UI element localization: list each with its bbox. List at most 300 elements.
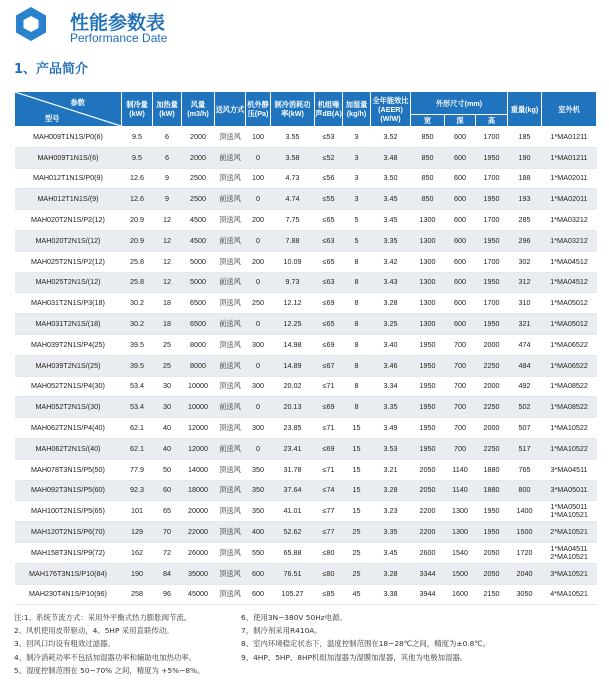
cell-d: 700: [445, 334, 476, 355]
cell-weight: 302: [508, 251, 542, 272]
cell-esp: 0: [246, 147, 271, 168]
cell-cool: 12.6: [122, 189, 153, 210]
note-line: 9、4HP、5HP、8HP机组加湿器为湿膜加湿器，其他为电极加湿器。: [241, 652, 468, 662]
cell-aeer: 3.40: [371, 334, 411, 355]
cell-air: 10000: [182, 397, 215, 418]
cell-model: MAH158T3N1S/P9(72): [15, 542, 122, 563]
cell-heat: 12: [153, 272, 182, 293]
cell-w: 3344: [411, 563, 445, 584]
cell-air: 6500: [182, 293, 215, 314]
cell-model: MAH025T2N1S/P2(12): [15, 251, 122, 272]
cell-outdoor: [542, 293, 597, 314]
cell-w: 2050: [411, 459, 445, 480]
cell-w: 2050: [411, 480, 445, 501]
cell-air: 12000: [182, 438, 215, 459]
cell-d: 600: [445, 127, 476, 148]
cell-model: MAH176T3N1S/P10(84): [15, 563, 122, 584]
cell-noise: ≤65: [315, 314, 343, 335]
cell-air: 8000: [182, 334, 215, 355]
cell-air: 10000: [182, 376, 215, 397]
cell-heat: 18: [153, 314, 182, 335]
cell-noise: ≤77: [315, 522, 343, 543]
cell-h: 1950: [476, 147, 508, 168]
header-cooling: 制冷量(kW): [122, 92, 153, 127]
notes-right: [241, 611, 601, 664]
cell-supply: 顶送风: [215, 293, 246, 314]
cell-esp: 0: [246, 397, 271, 418]
cell-w: 850: [411, 127, 445, 148]
cell-d: 700: [445, 418, 476, 439]
cell-w: 1300: [411, 314, 445, 335]
cell-air: 12000: [182, 418, 215, 439]
cell-aeer: 3.48: [371, 147, 411, 168]
cell-supply: 顶送风: [215, 542, 246, 563]
cell-h: 1950: [476, 189, 508, 210]
cell-air: 8000: [182, 355, 215, 376]
cell-noise: ≤67: [315, 355, 343, 376]
cell-esp: 300: [246, 376, 271, 397]
cell-h: 1950: [476, 501, 508, 522]
cell-d: 600: [445, 230, 476, 251]
cell-humid: 8: [343, 334, 371, 355]
cell-supply: 前送风: [215, 355, 246, 376]
cell-humid: 5: [343, 210, 371, 231]
cell-model: MAH009T1N1S/(6): [15, 147, 122, 168]
cell-w: 1300: [411, 251, 445, 272]
cell-d: 600: [445, 189, 476, 210]
cell-esp: 250: [246, 293, 271, 314]
cell-d: 600: [445, 314, 476, 335]
cell-model: MAH052T2N1S/(30): [15, 397, 122, 418]
cell-esp: 100: [246, 127, 271, 148]
cell-aeer: 3.43: [371, 272, 411, 293]
cell-cool: 190: [122, 563, 153, 584]
cell-aeer: 3.28: [371, 563, 411, 584]
cell-aeer: 3.35: [371, 522, 411, 543]
cell-outdoor: [542, 272, 597, 293]
header-height: 高: [476, 115, 508, 127]
outdoor-unit-value: 1*MA02011: [550, 173, 588, 183]
cell-aeer: 3.42: [371, 251, 411, 272]
cell-aeer: 3.25: [371, 314, 411, 335]
cell-h: 1950: [476, 314, 508, 335]
cell-h: 2000: [476, 334, 508, 355]
cell-supply: 顶送风: [215, 522, 246, 543]
cell-power: 37.64: [271, 480, 315, 501]
header-depth: 深: [445, 115, 476, 127]
table-row: [15, 501, 597, 522]
cell-model: MAH062T2N1S/(40): [15, 438, 122, 459]
cell-air: 6500: [182, 314, 215, 335]
cell-humid: 8: [343, 272, 371, 293]
cell-air: 18000: [182, 480, 215, 501]
outdoor-unit-value: 1*MA03212: [550, 215, 588, 225]
table-body: [15, 127, 597, 605]
cell-supply: 顶送风: [215, 168, 246, 189]
cell-humid: 8: [343, 355, 371, 376]
cell-h: 2150: [476, 584, 508, 605]
table-row: [15, 459, 597, 480]
cell-aeer: 3.46: [371, 355, 411, 376]
cell-cool: 62.1: [122, 418, 153, 439]
cell-aeer: 3.50: [371, 168, 411, 189]
outdoor-unit-value: 1*MA08522: [550, 381, 588, 391]
cell-cool: 129: [122, 522, 153, 543]
cell-esp: 600: [246, 584, 271, 605]
cell-power: 23.41: [271, 438, 315, 459]
cell-model: MAH078T3N1S/P5(50): [15, 459, 122, 480]
outdoor-unit-value: 2*MA10521: [550, 551, 588, 561]
cell-noise: ≤65: [315, 251, 343, 272]
cell-esp: 200: [246, 251, 271, 272]
header-airflow: 风量(m3/h): [182, 92, 215, 127]
cell-esp: 0: [246, 314, 271, 335]
cell-supply: 前送风: [215, 189, 246, 210]
outdoor-unit-value: 1*MA05011: [550, 502, 588, 512]
cell-model: MAH012T1N1S/(9): [15, 189, 122, 210]
table-row: [15, 189, 597, 210]
cell-cool: 9.5: [122, 127, 153, 148]
cell-d: 700: [445, 355, 476, 376]
cell-model: MAH031T2N1S/(18): [15, 314, 122, 335]
cell-weight: 474: [508, 334, 542, 355]
cell-humid: 8: [343, 376, 371, 397]
notes-left: [14, 611, 234, 677]
cell-aeer: 3.38: [371, 584, 411, 605]
cell-air: 20000: [182, 501, 215, 522]
outdoor-unit-value: 3*MA05011: [550, 485, 588, 495]
cell-esp: 600: [246, 563, 271, 584]
cell-weight: 1500: [508, 522, 542, 543]
cell-supply: 顶送风: [215, 501, 246, 522]
cell-aeer: 3.34: [371, 376, 411, 397]
cell-air: 26000: [182, 542, 215, 563]
table-row: [15, 397, 597, 418]
cell-supply: 顶送风: [215, 459, 246, 480]
outdoor-unit-value: 3*MA10521: [550, 568, 588, 578]
cell-air: 22000: [182, 522, 215, 543]
cell-supply: 前送风: [215, 230, 246, 251]
cell-h: 1880: [476, 459, 508, 480]
cell-cool: 53.4: [122, 397, 153, 418]
cell-heat: 30: [153, 397, 182, 418]
cell-outdoor: [542, 480, 597, 501]
cell-supply: 顶送风: [215, 584, 246, 605]
cell-w: 1950: [411, 376, 445, 397]
table-row: [15, 127, 597, 148]
cell-noise: ≤69: [315, 438, 343, 459]
header-outdoor-unit: 室外机: [542, 92, 597, 127]
cell-esp: 300: [246, 418, 271, 439]
header-model-label: 型号: [45, 114, 60, 123]
cell-model: MAH120T2N1S/P6(70): [15, 522, 122, 543]
cell-air: 2000: [182, 127, 215, 148]
cell-d: 700: [445, 376, 476, 397]
cell-outdoor: [542, 314, 597, 335]
cell-cool: 92.3: [122, 480, 153, 501]
cell-aeer: 3.53: [371, 438, 411, 459]
cell-outdoor: [542, 251, 597, 272]
cell-heat: 12: [153, 210, 182, 231]
cell-cool: 53.4: [122, 376, 153, 397]
cell-h: 1880: [476, 480, 508, 501]
cell-cool: 162: [122, 542, 153, 563]
cell-humid: 8: [343, 293, 371, 314]
table-row: [15, 480, 597, 501]
cell-d: 700: [445, 397, 476, 418]
cell-power: 10.09: [271, 251, 315, 272]
cell-humid: 25: [343, 522, 371, 543]
cell-h: 2050: [476, 563, 508, 584]
cell-model: MAH020T2N1S/P2(12): [15, 210, 122, 231]
cell-aeer: 3.52: [371, 127, 411, 148]
header-humidification: 加湿量(kg/h): [343, 92, 371, 127]
table-row: [15, 314, 597, 335]
cell-power: 20.13: [271, 397, 315, 418]
cell-heat: 60: [153, 480, 182, 501]
cell-esp: 0: [246, 355, 271, 376]
cell-outdoor: [542, 376, 597, 397]
cell-h: 1700: [476, 251, 508, 272]
cell-heat: 40: [153, 438, 182, 459]
cell-h: 2250: [476, 355, 508, 376]
cell-w: 1300: [411, 272, 445, 293]
table-row: [15, 376, 597, 397]
cell-w: 3944: [411, 584, 445, 605]
cell-model: MAH100T2N1S/P5(65): [15, 501, 122, 522]
cell-d: 600: [445, 210, 476, 231]
cell-aeer: 3.28: [371, 480, 411, 501]
cell-aeer: 3.45: [371, 542, 411, 563]
cell-power: 7.75: [271, 210, 315, 231]
cell-heat: 25: [153, 355, 182, 376]
cell-esp: 0: [246, 189, 271, 210]
table-row: [15, 334, 597, 355]
cell-h: 2250: [476, 397, 508, 418]
cell-outdoor: [542, 501, 597, 522]
note-line: 注:1、系统节流方式：采用外平衡式热力膨胀阀节流。: [14, 613, 192, 622]
cell-w: 2600: [411, 542, 445, 563]
cell-model: MAH062T2N1S/P4(40): [15, 418, 122, 439]
cell-weight: 492: [508, 376, 542, 397]
cell-noise: ≤63: [315, 272, 343, 293]
cell-cool: 25.8: [122, 272, 153, 293]
cell-weight: 185: [508, 127, 542, 148]
cell-h: 2050: [476, 542, 508, 563]
cell-model: MAH025T2N1S/(12): [15, 272, 122, 293]
cell-w: 1300: [411, 210, 445, 231]
cell-w: 1300: [411, 293, 445, 314]
cell-heat: 12: [153, 230, 182, 251]
cell-weight: 507: [508, 418, 542, 439]
cell-supply: 顶送风: [215, 210, 246, 231]
cell-noise: ≤65: [315, 210, 343, 231]
cell-aeer: 3.23: [371, 501, 411, 522]
cell-power: 3.55: [271, 127, 315, 148]
cell-noise: ≤63: [315, 230, 343, 251]
table-row: [15, 584, 597, 605]
cell-supply: 前送风: [215, 438, 246, 459]
outdoor-unit-value: 1*MA03212: [550, 235, 588, 245]
outdoor-unit-value: 1*MA06522: [550, 360, 588, 370]
cell-d: 700: [445, 438, 476, 459]
outdoor-unit-value: 1*MA04511: [550, 543, 588, 553]
cell-power: 12.12: [271, 293, 315, 314]
cell-humid: 15: [343, 459, 371, 480]
cell-humid: 15: [343, 480, 371, 501]
cell-heat: 84: [153, 563, 182, 584]
cell-air: 2500: [182, 168, 215, 189]
cell-esp: 350: [246, 480, 271, 501]
cell-outdoor: [542, 397, 597, 418]
header-weight: 重量(kg): [508, 92, 542, 127]
cell-d: 1500: [445, 563, 476, 584]
cell-h: 1950: [476, 230, 508, 251]
header-width: 宽: [411, 115, 445, 127]
cell-humid: 8: [343, 314, 371, 335]
cell-power: 3.58: [271, 147, 315, 168]
cell-supply: 前送风: [215, 147, 246, 168]
cell-humid: 8: [343, 397, 371, 418]
cell-model: MAH092T3N1S/P5(60): [15, 480, 122, 501]
hexagon-logo-icon: [14, 6, 48, 42]
cell-supply: 前送风: [215, 272, 246, 293]
cell-h: 1950: [476, 272, 508, 293]
cell-supply: 顶送风: [215, 563, 246, 584]
cell-model: MAH039T2N1S/P4(25): [15, 334, 122, 355]
page-subtitle: Performance Date: [70, 31, 168, 45]
cell-w: 850: [411, 147, 445, 168]
cell-heat: 6: [153, 127, 182, 148]
cell-weight: 1720: [508, 542, 542, 563]
cell-w: 2200: [411, 522, 445, 543]
cell-noise: ≤71: [315, 376, 343, 397]
table-row: [15, 168, 597, 189]
cell-model: MAH052T2N1S/P4(30): [15, 376, 122, 397]
cell-humid: 15: [343, 501, 371, 522]
cell-power: 12.25: [271, 314, 315, 335]
cell-weight: 193: [508, 189, 542, 210]
cell-model: MAH012T1N1S/P0(9): [15, 168, 122, 189]
cell-heat: 18: [153, 293, 182, 314]
header-dimensions: 外形尺寸(mm): [411, 92, 508, 115]
cell-d: 1140: [445, 480, 476, 501]
outdoor-unit-value: 1*MA01211: [550, 152, 588, 162]
outdoor-unit-value: 4*MA10521: [550, 589, 588, 599]
cell-weight: 2040: [508, 563, 542, 584]
cell-noise: ≤71: [315, 418, 343, 439]
cell-d: 600: [445, 251, 476, 272]
cell-d: 1300: [445, 501, 476, 522]
performance-table: [14, 91, 597, 605]
cell-weight: 190: [508, 147, 542, 168]
cell-esp: 0: [246, 272, 271, 293]
cell-model: MAH009T1N1S/P0(6): [15, 127, 122, 148]
cell-weight: 765: [508, 459, 542, 480]
cell-power: 14.89: [271, 355, 315, 376]
cell-heat: 12: [153, 251, 182, 272]
cell-model: MAH230T4N1S/P10(96): [15, 584, 122, 605]
header-heating: 加热量(kW): [153, 92, 182, 127]
cell-heat: 70: [153, 522, 182, 543]
cell-aeer: 3.45: [371, 210, 411, 231]
outdoor-unit-value: 2*MA10521: [550, 527, 588, 537]
cell-d: 1540: [445, 542, 476, 563]
note-line: 4、制冷消耗功率不包括加湿器功率和辅助电加热功率。: [14, 652, 197, 662]
cell-cool: 62.1: [122, 438, 153, 459]
cell-h: 1700: [476, 168, 508, 189]
cell-air: 5000: [182, 272, 215, 293]
table-row: [15, 251, 597, 272]
cell-h: 1700: [476, 293, 508, 314]
table-row: [15, 418, 597, 439]
cell-outdoor: [542, 584, 597, 605]
cell-power: 65.88: [271, 542, 315, 563]
cell-power: 41.01: [271, 501, 315, 522]
table-row: [15, 542, 597, 563]
cell-power: 4.73: [271, 168, 315, 189]
cell-w: 1950: [411, 438, 445, 459]
outdoor-unit-value: 1*MA04512: [550, 277, 588, 287]
cell-esp: 400: [246, 522, 271, 543]
cell-aeer: 3.35: [371, 397, 411, 418]
cell-power: 20.02: [271, 376, 315, 397]
cell-esp: 350: [246, 501, 271, 522]
cell-heat: 9: [153, 189, 182, 210]
cell-w: 2200: [411, 501, 445, 522]
cell-outdoor: [542, 522, 597, 543]
cell-d: 600: [445, 168, 476, 189]
header-power: 制冷消耗功率(kW): [271, 92, 315, 127]
cell-w: 1950: [411, 397, 445, 418]
cell-air: 45000: [182, 584, 215, 605]
cell-cool: 25.8: [122, 251, 153, 272]
cell-supply: 顶送风: [215, 251, 246, 272]
cell-aeer: 3.45: [371, 189, 411, 210]
cell-air: 2500: [182, 189, 215, 210]
cell-outdoor: [542, 563, 597, 584]
cell-h: 1700: [476, 127, 508, 148]
header-param-label: 参数: [70, 98, 85, 107]
cell-weight: 800: [508, 480, 542, 501]
cell-noise: ≤55: [315, 189, 343, 210]
outdoor-unit-value: 1*MA04512: [550, 256, 588, 266]
cell-humid: 15: [343, 418, 371, 439]
cell-noise: ≤53: [315, 127, 343, 148]
cell-weight: 285: [508, 210, 542, 231]
cell-air: 4500: [182, 210, 215, 231]
cell-noise: ≤52: [315, 147, 343, 168]
cell-heat: 96: [153, 584, 182, 605]
cell-cool: 30.2: [122, 314, 153, 335]
cell-heat: 6: [153, 147, 182, 168]
cell-aeer: 3.49: [371, 418, 411, 439]
cell-outdoor: [542, 189, 597, 210]
cell-w: 850: [411, 168, 445, 189]
cell-aeer: 3.21: [371, 459, 411, 480]
cell-heat: 65: [153, 501, 182, 522]
cell-power: 105.27: [271, 584, 315, 605]
cell-outdoor: [542, 147, 597, 168]
cell-d: 600: [445, 272, 476, 293]
cell-weight: 517: [508, 438, 542, 459]
cell-esp: 200: [246, 210, 271, 231]
cell-cool: 258: [122, 584, 153, 605]
cell-noise: ≤69: [315, 293, 343, 314]
outdoor-unit-value: 1*MA01211: [550, 131, 588, 141]
outdoor-unit-value: 1*MA10521: [550, 510, 588, 520]
cell-cool: 77.9: [122, 459, 153, 480]
